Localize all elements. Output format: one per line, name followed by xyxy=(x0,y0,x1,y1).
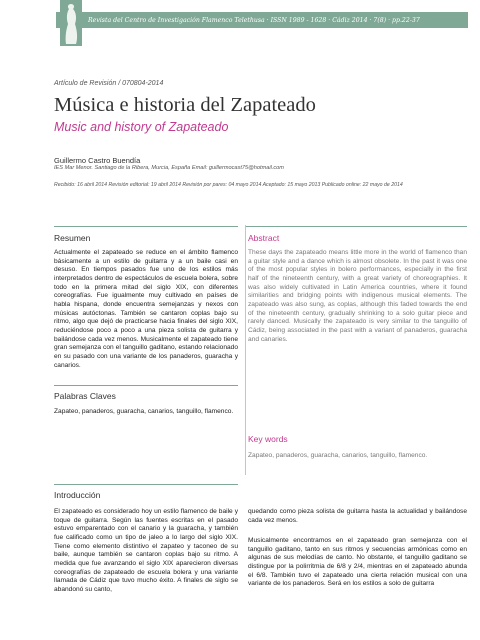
publication-dates: Recibido: 16 abril 2014 Revisión editorial: 19 abril 2014 Revisión por pares: 04 mayo 2014 Aceptado: 15 mayo 2013 Publicado online: 22 mayo de 2014 xyxy=(54,182,403,188)
palabras-rule xyxy=(54,385,238,386)
intro-heading: Introducción xyxy=(54,490,101,500)
palabras-text: Zapateo, panaderos, guaracha, canarios, tanguillo, flamenco. xyxy=(54,408,234,415)
intro-rule xyxy=(54,484,238,485)
dancer-logo-icon xyxy=(60,0,82,46)
right-column-rule xyxy=(245,226,467,227)
intro-text-right-2: Musicalmente encontramos en el zapateado gran semejanza con el tanguillo gaditano, tanto en sus ritmos y secuencias armónicas como en algunas de sus melodías de canto. No obstante, el tanguillo gaditano se distingue por la polirritmia de 6/8 y 2/4, mientras en el zapateado abunda el 6/8. También tuvo el zapateado una cierta relación musical con una variante de los panaderos. Será en los estilos a solo de guitarra xyxy=(248,537,467,588)
keywords-text: Zapateo, panaderos, guaracha, canarios, tanguillo, flamenco. xyxy=(248,452,428,459)
abstract-heading: Abstract xyxy=(248,233,280,243)
abstract-text: These days the zapateado means little more in the world of flamenco than a guitar style and a dance which is almost obsolete. In the past it was one of the most popular styles in bolero performances, especially in the first half of the nineteenth century, with a great variety of choreographies. It was also widely cultivated in Latin America countries, where it found similarities and bridging points with indigenous musical elements. The zapateado was also sung, as coplas, although this faded towards the end of the nineteenth century, gradually shrinking to a solo guitar piece and rarely danced. Musically the zapateado is very similar to the tanguillo of Cádiz, being associated in the past with a variant of panaderos, guaracha and canaries. xyxy=(248,249,467,343)
resumen-heading: Resumen xyxy=(54,233,91,243)
journal-header-bar xyxy=(56,12,468,28)
palabras-heading: Palabras Claves xyxy=(54,391,116,401)
keywords-heading: Key words xyxy=(248,434,288,444)
left-column-rule xyxy=(54,226,238,227)
resumen-text: Actualmente el zapateado se reduce en el ámbito flamenco básicamente a un estilo de guitarra y a un baile casi en desuso. En tiempos pasados fue uno de los estilos más interpretados dentro de espectáculos de escuela bolera, sobre todo en la primera mitad del siglo XIX, con diferentes coreografías. Fue igualmente muy cultivado en países de habla hispana, donde encuentra semejanzas y nexos con músicas autóctonas. También se cantaron coplas bajo su ritmo, algo que dejó de practicarse hacia finales del siglo XIX, reduciéndose poco a poco a una pieza solista de guitarra y bailándose cada vez menos. Musicalmente el zapateado tiene gran semejanza con el tanguillo gaditano, estando relacionado en su pasado con una variante de los panaderos, guaracha y canarios. xyxy=(54,249,238,369)
article-type: Artículo de Revisión / 070804-2014 xyxy=(54,80,164,87)
author-name: Guillermo Castro Buendía xyxy=(54,156,141,165)
intro-text-left: El zapateado es considerado hoy un estilo flamenco de baile y toque de guitarra. Según las fuentes escritas en el pasado estuvo emparentado con el canario y la guaracha, y también fue calificado como un tipo de jaleo a lo largo del siglo XIX. Tiene como elemento distintivo el zapateo y taconeo de su baile, aunque también se cantaron coplas bajo su ritmo. A medida que fue avanzando el siglo XIX aparecieron diversas coreografías de zapateado de escuela bolera y una variante llamada de Cádiz que tuvo mucho éxito. A finales de siglo se abandonó su canto, xyxy=(54,508,238,593)
author-affiliation: IES Mar Menor. Santiago de la Ribera, Murcia, España Email: guillermocast75@hotmail.com xyxy=(54,165,284,171)
abstract-divider xyxy=(245,225,246,475)
title-english: Music and history of Zapateado xyxy=(54,120,229,134)
intro-text-right-1: quedando como pieza solista de guitarra hasta la actualidad y bailándose cada vez menos. xyxy=(248,508,467,524)
title-spanish: Música e historia del Zapateado xyxy=(54,94,316,116)
journal-citation: Revista del Centro de Investigación Flamenco Telethusa · ISSN 1989 - 1628 · Cádiz 2014 · 7(8) · pp.22-37 xyxy=(88,16,420,24)
